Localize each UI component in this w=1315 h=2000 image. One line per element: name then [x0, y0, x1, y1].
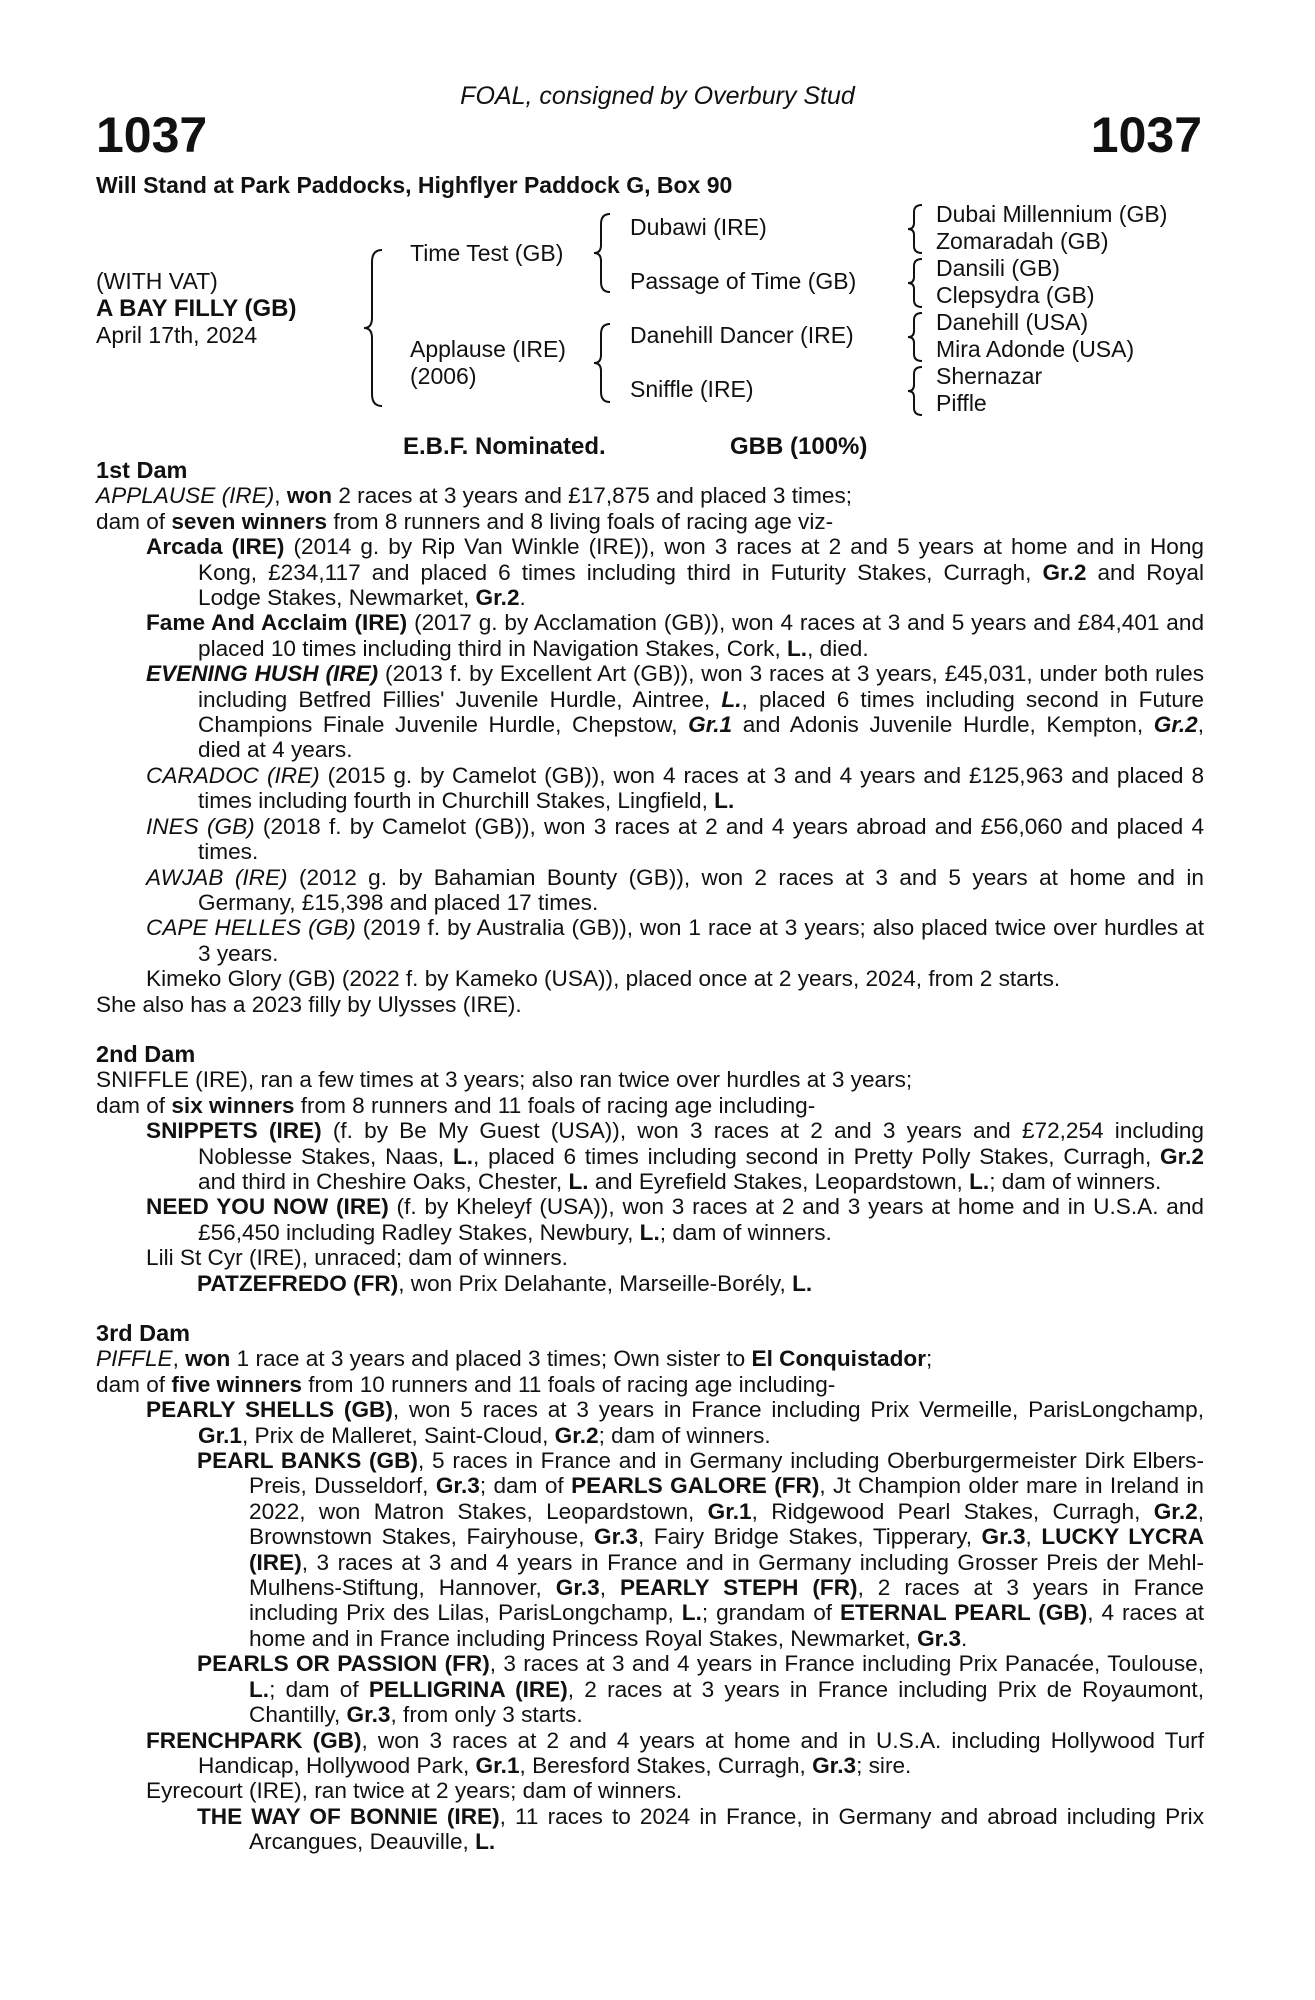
entry-emphasis: Gr.2 — [554, 1422, 599, 1448]
foaling-date: April 17th, 2024 — [96, 322, 258, 348]
entry-emphasis: Gr.1 — [475, 1752, 520, 1778]
first-dam-entry — [96, 966, 1204, 991]
sire-sire: Dubawi (IRE) — [630, 214, 767, 240]
first-dam-entry — [96, 814, 1204, 865]
entry-text: , Prix de Malleret, Saint-Cloud, — [241, 1422, 555, 1448]
entry-emphasis: Gr.3 — [346, 1702, 391, 1728]
second-dam-entry — [96, 1194, 1204, 1245]
pedigree-bracket-ds — [906, 311, 928, 363]
entry-text: 2 races at 3 years and £17,875 and placed 3 times; — [332, 483, 853, 509]
entry-emphasis: Gr.2 — [1042, 559, 1087, 585]
pedigree-bracket-dam — [592, 322, 616, 404]
first-dam-section — [96, 483, 1204, 1017]
first-dam-entry — [96, 992, 1204, 1017]
second-dam-entry — [96, 1271, 1204, 1296]
dsd-name: Mira Adonde (USA) — [936, 336, 1135, 362]
entry-emphasis: L. — [721, 686, 742, 712]
entry-text: , 11 races to 2024 in France, in Germany and abroad including Prix Arcangues, Deauville, — [249, 1803, 1204, 1855]
entry-emphasis: PEARLS OR PASSION (FR) — [197, 1651, 490, 1677]
first-dam-heading: 1st Dam — [96, 457, 188, 483]
second-dam-heading: 2nd Dam — [96, 1040, 196, 1067]
first-dam-entry — [96, 610, 1204, 661]
entry-emphasis: L. — [681, 1600, 702, 1626]
third-dam-entry — [96, 1448, 1204, 1651]
ssd-name: Zomaradah (GB) — [936, 228, 1109, 254]
entry-text: Kimeko Glory (GB) (2022 f. by Kameko (USA)), placed once at 2 years, 2024, from 2 starts. — [146, 966, 1061, 992]
second-dam-entry — [96, 1118, 1204, 1194]
dds-name: Shernazar — [936, 363, 1043, 389]
third-dam-entry — [96, 1778, 1204, 1803]
entry-text: , died. — [807, 635, 869, 661]
sire-name: Time Test (GB) — [410, 240, 564, 266]
entry-text: from 8 runners and 8 living foals of racing age viz- — [327, 508, 834, 534]
entry-text: dam of — [96, 1371, 172, 1397]
entry-text: , Jt Champion older mare in Ireland in 2022, won Matron Stakes, Leopardstown, — [249, 1473, 1204, 1524]
entry-text: (f. by Be My Guest (USA)), won 3 races at 2 and 3 years and £72,254 including Noblesse Stakes, Naas, — [198, 1118, 1204, 1169]
lot-number-right: 1037 — [1090, 107, 1202, 163]
entry-text: and third in Cheshire Oaks, Chester, — [198, 1168, 569, 1194]
entry-text: ; dam of — [479, 1473, 572, 1499]
entry-text: (2014 g. by Rip Van Winkle (IRE)), won 3 races at 2 and 5 years at home and in Hong Kong, £234,117 and placed 6 times including third in Futurity Stakes, Curragh, — [198, 534, 1204, 585]
produce-record — [96, 458, 1204, 1855]
entry-text: ; dam of winners. — [659, 1219, 832, 1245]
entry-emphasis: SNIPPETS (IRE) — [146, 1118, 322, 1144]
entry-text: , 4 races at home and in France including Princess Royal Stakes, Newmarket, — [249, 1600, 1204, 1651]
entry-emphasis: PEARLS GALORE (FR) — [571, 1473, 820, 1499]
entry-text: dam of — [96, 1092, 172, 1118]
entry-text: . — [961, 1625, 968, 1651]
third-dam-entry — [96, 1804, 1204, 1855]
entry-emphasis: L. — [969, 1168, 990, 1194]
entry-emphasis: Gr.2 — [1153, 1498, 1198, 1524]
dam-name: Applause (IRE) — [410, 336, 566, 362]
entry-emphasis: NEED YOU NOW (IRE) — [146, 1194, 389, 1220]
entry-emphasis: PELLIGRINA (IRE) — [368, 1676, 568, 1702]
entry-emphasis: Fame And Acclaim (IRE) — [146, 610, 408, 636]
entry-emphasis: five winners — [171, 1371, 302, 1397]
entry-emphasis: L. — [568, 1168, 589, 1194]
first-dam-entry — [96, 509, 1204, 534]
entry-emphasis: CAPE HELLES (GB) — [146, 915, 356, 941]
third-dam-entry — [96, 1651, 1204, 1727]
third-dam-entry — [96, 1397, 1204, 1448]
entry-emphasis: CARADOC (IRE) — [146, 762, 320, 788]
entry-text: ; dam of — [269, 1676, 369, 1702]
entry-emphasis: L. — [714, 788, 735, 814]
first-dam-entry — [96, 534, 1204, 610]
entry-emphasis: won — [286, 483, 333, 509]
entry-emphasis: PIFFLE — [96, 1346, 173, 1372]
entry-emphasis: PEARLY STEPH (FR) — [619, 1575, 858, 1601]
entry-text: (2015 g. by Camelot (GB)), won 4 races at 3 and 4 years and £125,963 and placed 8 times including fourth in Churchill Stakes, Lingfield, — [198, 762, 1205, 814]
entry-text: , from only 3 starts. — [390, 1702, 583, 1728]
dss-name: Danehill (USA) — [936, 309, 1089, 335]
entry-text: , placed 6 times including second in Future Champions Finale Juvenile Hurdle, Chepstow, — [198, 686, 1204, 738]
stand-location: Will Stand at Park Paddocks, Highflyer Paddock G, Box 90 — [96, 172, 733, 198]
entry-text: ; sire. — [856, 1752, 912, 1778]
entry-emphasis: EVENING HUSH (IRE) — [146, 661, 379, 687]
entry-text: 1 race at 3 years and placed 3 times; Own sister to — [230, 1346, 752, 1372]
sdd-name: Clepsydra (GB) — [936, 282, 1095, 308]
pedigree-bracket-ss — [906, 203, 928, 255]
entry-emphasis: L. — [792, 1270, 813, 1296]
entry-emphasis: APPLAUSE (IRE) — [96, 483, 275, 509]
entry-emphasis: seven winners — [171, 508, 328, 534]
entry-text: , placed 6 times including second in Pretty Polly Stakes, Curragh, — [473, 1143, 1161, 1169]
first-dam-entry — [96, 661, 1204, 763]
dam-dam: Sniffle (IRE) — [630, 376, 754, 402]
entry-text: , Brownstown Stakes, Fairyhouse, — [249, 1498, 1204, 1550]
second-dam-section — [96, 1067, 1204, 1296]
entry-text: and Adonis Juvenile Hurdle, Kempton, — [732, 712, 1154, 738]
entry-text: from 8 runners and 11 foals of racing age including- — [294, 1092, 816, 1118]
entry-text: She also has a 2023 filly by Ulysses (IRE). — [96, 991, 522, 1017]
entry-emphasis: ETERNAL PEARL (GB) — [839, 1600, 1088, 1626]
entry-text: , Ridgewood Pearl Stakes, Curragh, — [751, 1498, 1154, 1524]
lot-number-left: 1037 — [96, 107, 208, 163]
entry-text: , — [1025, 1524, 1042, 1550]
entry-emphasis: Gr.3 — [594, 1524, 638, 1550]
entry-emphasis: L. — [787, 635, 808, 661]
second-dam-entry — [96, 1067, 1204, 1092]
entry-emphasis: THE WAY OF BONNIE (IRE) — [197, 1803, 500, 1829]
first-dam-entry — [96, 915, 1204, 966]
entry-text: , — [274, 483, 287, 509]
third-dam-entry — [96, 1346, 1204, 1371]
ddd-name: Piffle — [936, 390, 987, 416]
entry-text: , — [599, 1575, 620, 1601]
entry-emphasis: Gr.3 — [555, 1575, 600, 1601]
entry-emphasis: AWJAB (IRE) — [146, 864, 288, 890]
entry-text: Lili St Cyr (IRE), unraced; dam of winners. — [146, 1245, 568, 1271]
sds-name: Dansili (GB) — [936, 255, 1060, 281]
pedigree-bracket-dd — [906, 365, 928, 417]
dam-year: (2006) — [410, 363, 477, 389]
entry-text: (2019 f. by Australia (GB)), won 1 race at 3 years; also placed twice over hurdles at 3 years. — [198, 915, 1204, 966]
entry-text: , 3 races at 3 and 4 years in France and in Germany including Grosser Preis der Mehl-Mulhens-Stiftung, Hannover, — [249, 1549, 1204, 1601]
entry-emphasis: six winners — [171, 1092, 295, 1118]
entry-text: from 10 runners and 11 foals of racing age including- — [301, 1371, 836, 1397]
entry-text: , 2 races at 3 years in France including Prix des Lilas, ParisLongchamp, — [249, 1575, 1204, 1626]
gbb-status: GBB (100%) — [730, 433, 868, 460]
entry-text: (2012 g. by Bahamian Bounty (GB)), won 2 races at 3 and 5 years at home and in Germany, £15,398 and placed 17 times. — [198, 864, 1204, 915]
entry-text: (2013 f. by Excellent Art (GB)), won 3 races at 3 years, £45,031, under both rules including Betfred Fillies' Juvenile Hurdle, Aintree, — [198, 661, 1204, 712]
entry-emphasis: L. — [249, 1676, 270, 1702]
sire-dam: Passage of Time (GB) — [630, 268, 857, 294]
entry-text: , won 3 races at 2 and 4 years at home and in U.S.A. including Hollywood Turf Handicap, Hollywood Park, — [198, 1727, 1204, 1778]
entry-text: SNIFFLE (IRE), ran a few times at 3 years; also ran twice over hurdles at 3 years; — [96, 1067, 913, 1093]
entry-emphasis: Gr.3 — [812, 1752, 857, 1778]
first-dam-entry — [96, 763, 1204, 814]
vat-note: (WITH VAT) — [96, 268, 218, 294]
entry-emphasis: L. — [475, 1829, 496, 1855]
entry-emphasis: Arcada (IRE) — [146, 534, 285, 560]
pedigree-bracket-main — [362, 248, 390, 408]
first-dam-entry — [96, 865, 1204, 916]
entry-emphasis: Gr.3 — [981, 1524, 1026, 1550]
third-dam-entry — [96, 1728, 1204, 1779]
entry-text: , — [172, 1346, 186, 1372]
entry-emphasis: Gr.1 — [707, 1498, 752, 1524]
entry-emphasis: Gr.1 — [198, 1422, 242, 1448]
entry-emphasis: INES (GB) — [146, 813, 255, 839]
horse-name: A BAY FILLY (GB) — [96, 295, 297, 322]
entry-text: and Eyrefield Stakes, Leopardstown, — [588, 1168, 970, 1194]
entry-text: (f. by Kheleyf (USA)), won 3 races at 2 and 3 years at home and in U.S.A. and £56,450 including Radley Stakes, Newbury, — [198, 1194, 1204, 1245]
entry-text: , Fairy Bridge Stakes, Tipperary, — [638, 1524, 982, 1550]
entry-emphasis: L. — [452, 1143, 474, 1169]
entry-text: dam of — [96, 508, 172, 534]
entry-emphasis: Gr.3 — [917, 1625, 962, 1651]
entry-emphasis: El Conquistador — [751, 1346, 926, 1372]
entry-emphasis: L. — [639, 1219, 660, 1245]
entry-text: , 2 races at 3 years in France including Prix de Royaumont, Chantilly, — [249, 1676, 1204, 1728]
entry-emphasis: PATZEFREDO (FR) — [197, 1270, 399, 1296]
sss-name: Dubai Millennium (GB) — [936, 201, 1168, 227]
entry-text: . — [519, 585, 526, 611]
entry-text: , won Prix Delahante, Marseille-Borély, — [398, 1270, 793, 1296]
entry-text: Eyrecourt (IRE), ran twice at 2 years; dam of winners. — [146, 1778, 683, 1804]
entry-text: , 5 races in France and in Germany including Oberburgermeister Dirk Elbers-Preis, Dusseldorf, — [249, 1448, 1204, 1499]
entry-text: , Beresford Stakes, Curragh, — [519, 1752, 813, 1778]
entry-emphasis: FRENCHPARK (GB) — [146, 1727, 362, 1753]
second-dam-entry — [96, 1093, 1204, 1118]
second-dam-entry — [96, 1245, 1204, 1270]
entry-text: ; dam of winners. — [989, 1168, 1162, 1194]
pedigree-bracket-sd — [906, 257, 928, 309]
entry-emphasis: Gr.2 — [475, 585, 520, 611]
third-dam-entry — [96, 1372, 1204, 1397]
entry-text: (2017 g. by Acclamation (GB)), won 4 races at 3 and 5 years and £84,401 and placed 10 times including third in Navigation Stakes, Cork, — [198, 610, 1205, 661]
entry-text: and Royal Lodge Stakes, Newmarket, — [198, 559, 1205, 611]
entry-emphasis: Gr.3 — [435, 1473, 480, 1499]
entry-text: ; dam of winners. — [598, 1422, 771, 1448]
dam-sire: Danehill Dancer (IRE) — [630, 322, 854, 348]
third-dam-section — [96, 1346, 1204, 1854]
pedigree-bracket-sire — [592, 212, 616, 294]
entry-emphasis: Gr.2 — [1160, 1143, 1204, 1169]
consignor-line: FOAL, consigned by Overbury Stud — [460, 82, 855, 110]
entry-text: , 3 races at 3 and 4 years in France including Prix Panacée, Toulouse, — [489, 1651, 1204, 1677]
entry-emphasis: PEARL BANKS (GB) — [197, 1448, 418, 1474]
first-dam-entry — [96, 483, 1204, 508]
entry-emphasis: Gr.2 — [1153, 712, 1198, 738]
entry-text: , died at 4 years. — [198, 712, 1204, 763]
entry-text: (2018 f. by Camelot (GB)), won 3 races at 2 and 4 years abroad and £56,060 and placed 4 times. — [198, 813, 1205, 865]
entry-text: ; grandam of — [701, 1600, 840, 1626]
entry-emphasis: LUCKY LYCRA (IRE) — [249, 1524, 1205, 1575]
entry-text: , won 5 races at 3 years in France including Prix Vermeille, ParisLongchamp, — [392, 1397, 1204, 1423]
entry-emphasis: won — [185, 1346, 231, 1372]
third-dam-heading: 3rd Dam — [96, 1320, 191, 1346]
entry-emphasis: PEARLY SHELLS (GB) — [146, 1397, 393, 1423]
entry-text: ; — [926, 1346, 933, 1372]
entry-emphasis: Gr.1 — [688, 712, 733, 738]
ebf-nomination: E.B.F. Nominated. — [403, 433, 606, 460]
